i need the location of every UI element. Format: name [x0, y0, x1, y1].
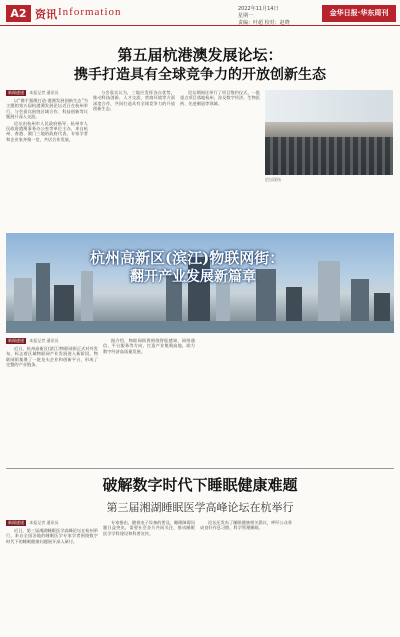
category-tag: 新闻速递 — [8, 90, 24, 95]
byline-text: 本报记者 通讯员 — [29, 338, 59, 343]
article1-title-line1: 第五届杭港澳发展论坛： — [117, 46, 283, 64]
byline-text: 本报记者 通讯员 — [29, 90, 59, 95]
article2-column-1 — [6, 338, 98, 466]
photo-stage — [265, 90, 393, 122]
paragraph: 论坛由杭州市人民政府指导，杭州市人民政府港澳事务办公室等单位主办，来自杭州、香港、澳门三地的政府代表、专家学者和企业家齐聚一堂，共话合作发展。 — [6, 120, 88, 142]
page-number: A2 — [6, 5, 31, 22]
article2-column-3 — [200, 338, 292, 466]
article2-column-2 — [103, 338, 195, 466]
issue-weekday: 星期一 — [238, 13, 254, 19]
issue-info — [238, 6, 308, 27]
article3-column-3 — [200, 520, 292, 632]
banner-title-line2: 翻开产业发展新篇章 — [130, 269, 256, 285]
article1-title-line2: 携手打造具有全球竞争力的开放创新生态 — [74, 67, 326, 83]
article3-subtitle: 第三届湘湖睡眠医学高峰论坛在杭举行 — [106, 501, 294, 514]
article1-column-1 — [6, 90, 88, 230]
category-tag: 新闻速递 — [8, 338, 24, 343]
banner-title-line1: 杭州高新区(滨江)物联网街： — [90, 249, 285, 267]
editor-line: 责编：叶超 校对：赵晓 — [238, 20, 290, 26]
article3-title: 破解数字时代下睡眠健康难题 — [102, 476, 298, 494]
paragraph: 以“携手强澳打造·港澳发展创新生态”为主题的第五届杭港澳发展论坛近日在杭州举行，与会嘉宾围绕区域合作、科技创新等议题展开深入交流。 — [6, 98, 88, 120]
paragraph: 据介绍，物联网街将围绕智能感知、网络通信、平台服务等方向，打造产业集聚高地，助力数字经济高质量发展。 — [103, 338, 195, 354]
article1-column-2 — [93, 90, 175, 230]
photo-audience — [265, 137, 393, 175]
masthead — [0, 0, 400, 26]
paragraph: 专家指出，随着电子设备的普及，睡眠障碍问题日益突出，需要社会各方共同关注，推动睡眠医学学科建设和科普宣传。 — [103, 520, 195, 536]
article3-byline — [6, 520, 98, 526]
article1-column-3 — [180, 90, 260, 230]
article2-byline — [6, 338, 98, 344]
river — [6, 321, 394, 333]
photo-caption: 论坛现场 — [265, 177, 281, 182]
paragraph: 近日，第三届湘湖睡眠医学高峰论坛在杭州举行，来自全国各地的睡眠医学专家学者围绕数字时代下的睡眠健康问题展开深入研讨。 — [6, 528, 98, 544]
byline-text: 本报记者 通讯员 — [29, 520, 59, 525]
paragraph: 与会嘉宾认为，三地应发挥各自优势，推动科技创新、人才交流、营商环境等方面深度合作，共同打造具有全球竞争力的开放创新生态。 — [93, 90, 175, 112]
article1-byline — [6, 90, 88, 96]
article2-column-4 — [297, 338, 393, 466]
paragraph: 论坛还发布了睡眠健康相关倡议，呼吁公众养成良好作息习惯，科学管理睡眠。 — [200, 520, 292, 531]
article3-column-1 — [6, 520, 98, 632]
divider — [6, 468, 394, 469]
newspaper-brand: 金华日报·华东周刊 — [322, 5, 396, 22]
paragraph: 近日，杭州高新区(滨江)物联网街正式对外发布，标志着区域物联网产业发展进入新阶段。物联网街集聚了一批龙头企业和创新平台，形成了完整的产业链条。 — [6, 346, 98, 368]
article3-column-4 — [297, 520, 393, 632]
section-name: 资讯 — [35, 8, 57, 21]
issue-date: 2022年11月14日 — [238, 6, 279, 12]
article1-photo — [265, 90, 393, 175]
category-tag: 新闻速递 — [8, 520, 24, 525]
paragraph: 论坛期间还举行了项目签约仪式，一批重点项目落地杭州，涉及数字经济、生物医药、先进制造等领域。 — [180, 90, 260, 106]
article3-column-2 — [103, 520, 195, 632]
section-name-en: Information — [58, 6, 122, 18]
